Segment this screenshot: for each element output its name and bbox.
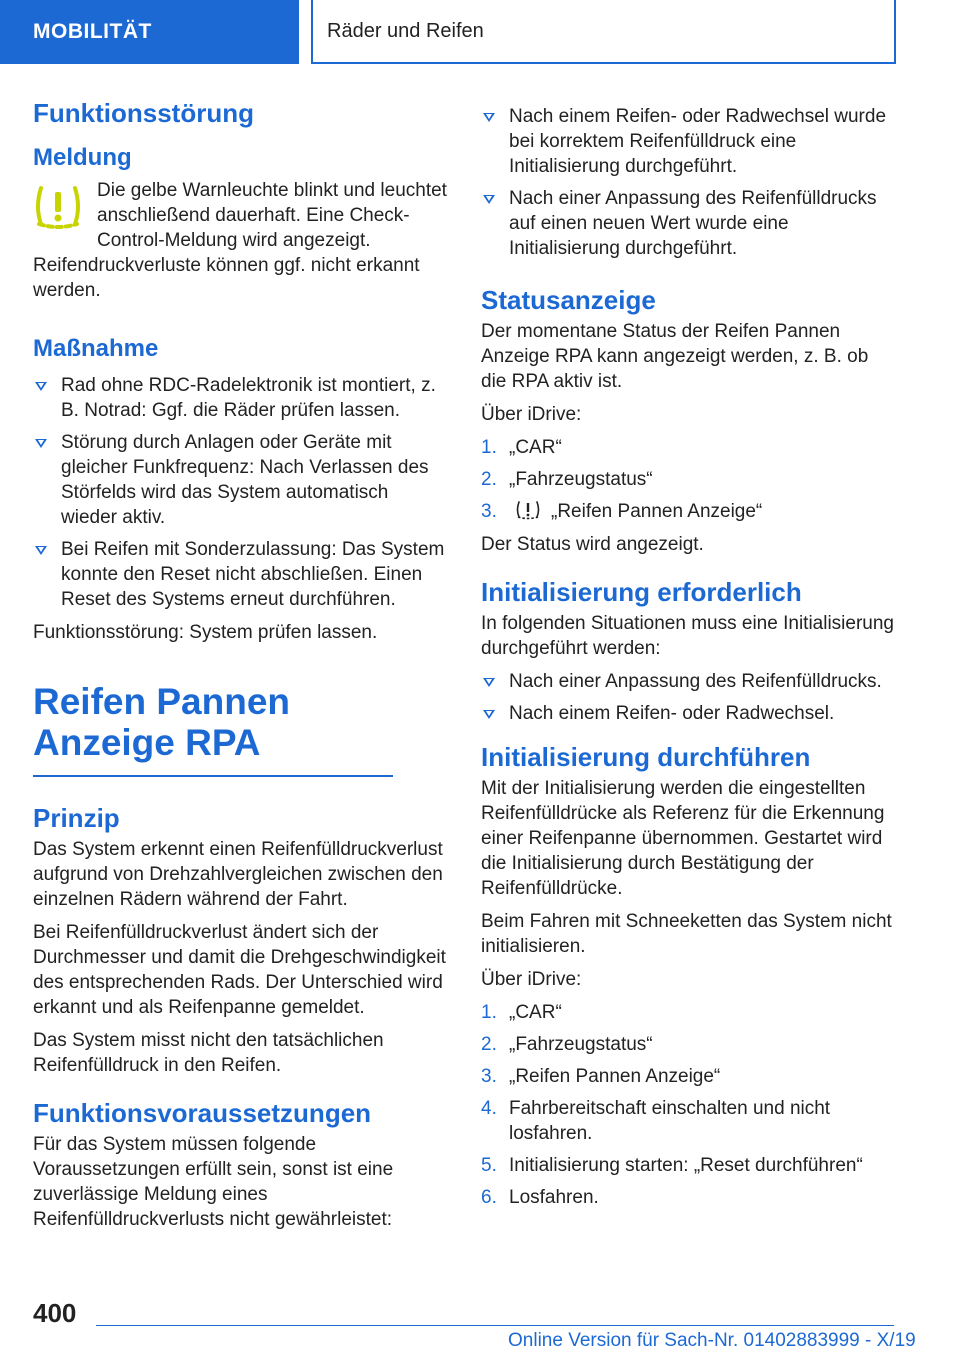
- status-result: Der Status wird angezeigt.: [481, 534, 704, 555]
- heading-massnahme: Maßnahme: [33, 335, 159, 362]
- funktionsvoraussetzungen-text: Für das System müssen folgende Voraussetzungen erfüllt sein, sonst ist eine zuverlässige Meldung eines Reifenfülldruckverlusts nicht gewährleistet:: [33, 1134, 394, 1230]
- right-column: [481, 104, 895, 1218]
- list-item: Nach einem Reifen- oder Radwechsel.: [481, 701, 895, 726]
- heading-init-erforderlich: Initialisierung erforderlich: [481, 577, 802, 607]
- list-item: 1. „CAR“: [481, 1002, 562, 1023]
- init-situations-list: [481, 669, 895, 726]
- heading-funktionsstoerung: Funktionsstörung: [33, 98, 254, 128]
- status-text: Der momentane Status der Reifen Pannen Anzeige RPA kann angezeigt werden, z. B. ob die RPA aktiv ist.: [481, 321, 869, 392]
- init-steps: [481, 1000, 895, 1210]
- heading-funktionsvoraussetzungen: Funktionsvoraussetzungen: [33, 1098, 372, 1128]
- prinzip-paragraph-2: Bei Reifenfülldruckverlust ändert sich der Durchmesser und damit die Drehgeschwindigkeit des entsprechenden Rads. Der Unterschied wird erkannt und als Reifenpanne gemeldet.: [33, 922, 446, 1018]
- prinzip-paragraph-1: Das System erkennt einen Reifenfülldruckverlust aufgrund von Drehzahlvergleichen zwischen den einzelnen Rädern während der Fahrt.: [33, 839, 443, 910]
- list-item: Nach einer Anpassung des Reifenfülldrucks.: [481, 669, 895, 694]
- footer-divider: [96, 1325, 894, 1326]
- triangle-bullet-icon: [35, 439, 47, 448]
- left-column: [33, 96, 447, 1240]
- triangle-bullet-icon: [483, 678, 495, 687]
- chapter-title: Räder und Reifen: [327, 19, 484, 42]
- list-item: 1. „CAR“: [481, 437, 562, 458]
- triangle-bullet-icon: [483, 113, 495, 122]
- ueber-idrive-label-2: Über iDrive:: [481, 969, 582, 990]
- prinzip-paragraph-3: Das System misst nicht den tatsächlichen Reifenfülldruck in den Reifen.: [33, 1030, 384, 1076]
- voraussetzungen-list: [481, 104, 895, 261]
- list-item: 3. „Reifen Pannen Anzeige“: [481, 501, 763, 522]
- list-item: Rad ohne RDC-Radelektronik ist montiert, z. B. Notrad: Ggf. die Räder prüfen lassen.: [33, 373, 447, 423]
- list-item: 6. Losfahren.: [481, 1187, 599, 1208]
- heading-meldung: Meldung: [33, 144, 132, 171]
- init-paragraph-2: Beim Fahren mit Schneeketten das System nicht initialisieren.: [481, 911, 892, 957]
- meldung-block: [33, 178, 447, 311]
- funktionsstoerung-text: Funktionsstörung: System prüfen lassen.: [33, 622, 378, 643]
- triangle-bullet-icon: [483, 195, 495, 204]
- meldung-text: Die gelbe Warnleuchte blinkt und leuchtet anschließend dauerhaft. Eine Check-Control-Meldung wird angezeigt. Reifendruckverluste können ggf. nicht erkannt werden.: [33, 180, 447, 301]
- list-item: Bei Reifen mit Sonderzulassung: Das System konnte den Reset nicht abschließen. Einen Reset des Systems erneut durchführen.: [33, 537, 447, 612]
- tire-pressure-icon: [515, 500, 541, 520]
- status-steps: [481, 435, 895, 524]
- triangle-bullet-icon: [35, 546, 47, 555]
- section-tab: [0, 0, 299, 64]
- online-version-link[interactable]: Online Version für Sach-Nr. 01402883999 - X/19: [508, 1330, 916, 1351]
- list-item: Störung durch Anlagen oder Geräte mit gleicher Funkfrequenz: Nach Verlassen des Störfelds wird das System automatisch wieder aktiv.: [33, 430, 447, 530]
- init-paragraph-1: Mit der Initialisierung werden die eingestellten Reifenfülldrücke als Referenz für die Erkennung einer Reifenpanne übernommen. Gestartet wird die Initialisierung durch Bestätigung der Reifenfülldrücke.: [481, 778, 885, 899]
- list-item: 5. Initialisierung starten: „Reset durchführen“: [481, 1155, 863, 1176]
- heading-statusanzeige: Statusanzeige: [481, 285, 656, 315]
- triangle-bullet-icon: [483, 710, 495, 719]
- list-item: 2. „Fahrzeugstatus“: [481, 1034, 653, 1055]
- heading-rpa: Reifen Pannen Anzeige RPA: [33, 681, 393, 777]
- list-item: 4. Fahrbereitschaft einschalten und nicht losfahren.: [481, 1098, 831, 1144]
- section-title: MOBILITÄT: [33, 20, 152, 43]
- heading-prinzip: Prinzip: [33, 803, 120, 833]
- page-number: 400: [33, 1298, 77, 1328]
- list-item: 2. „Fahrzeugstatus“: [481, 469, 653, 490]
- triangle-bullet-icon: [35, 382, 47, 391]
- tire-pressure-warning-icon: [33, 184, 83, 230]
- list-item: Nach einer Anpassung des Reifenfülldrucks auf einen neuen Wert wurde eine Initialisierung durchgeführt.: [481, 186, 895, 261]
- massnahme-list: [33, 373, 447, 612]
- list-item: 3. „Reifen Pannen Anzeige“: [481, 1066, 721, 1087]
- ueber-idrive-label: Über iDrive:: [481, 404, 582, 425]
- chapter-header: [311, 0, 896, 64]
- init-erforderlich-text: In folgenden Situationen muss eine Initialisierung durchgeführt werden:: [481, 613, 894, 659]
- list-item: Nach einem Reifen- oder Radwechsel wurde bei korrektem Reifenfülldruck eine Initialisierung durchgeführt.: [481, 104, 895, 179]
- heading-init-durchfuehren: Initialisierung durchführen: [481, 742, 811, 772]
